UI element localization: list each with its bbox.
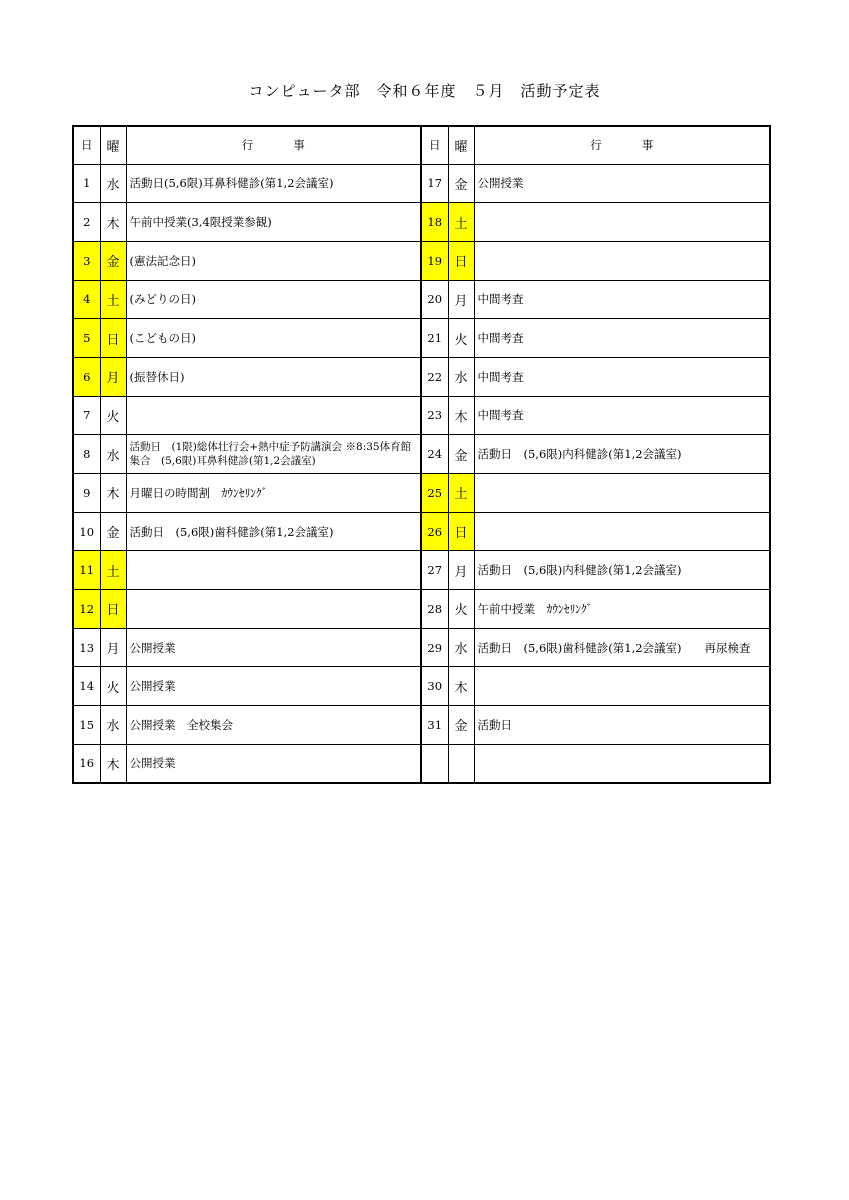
schedule-table (72, 125, 771, 784)
day-header: 日 (73, 126, 100, 164)
weekday-cell: 月 (448, 551, 474, 590)
table-row (73, 203, 770, 242)
weekday-cell: 火 (100, 396, 126, 435)
day-cell: 27 (421, 551, 448, 590)
table-row (73, 164, 770, 203)
table-row (73, 474, 770, 513)
day-cell: 17 (421, 164, 448, 203)
weekday-cell: 月 (100, 628, 126, 667)
day-cell: 9 (73, 474, 100, 513)
day-cell: 14 (73, 667, 100, 706)
event-cell: 活動日 (5,6限)歯科健診(第1,2会議室) 再尿検査 (474, 628, 770, 667)
day-cell: 29 (421, 628, 448, 667)
event-cell: 中間考査 (474, 357, 770, 396)
weekday-cell: 土 (100, 280, 126, 319)
weekday-cell: 月 (100, 357, 126, 396)
day-header: 日 (421, 126, 448, 164)
event-cell: 活動日 (474, 706, 770, 745)
event-cell: (憲法記念日) (126, 241, 421, 280)
event-cell: 午前中授業 ｶｳﾝｾﾘﾝｸﾞ (474, 590, 770, 629)
day-cell: 24 (421, 435, 448, 474)
weekday-cell: 水 (100, 435, 126, 474)
day-cell: 2 (73, 203, 100, 242)
weekday-cell: 木 (448, 667, 474, 706)
event-cell: (みどりの日) (126, 280, 421, 319)
event-cell: 活動日 (1限)総体壮行会+熱中症予防講演会 ※8:35体育館集合 (5,6限)耳鼻科健診(第1,2会議室) (126, 435, 421, 474)
weekday-header: 曜 (100, 126, 126, 164)
event-cell: 公開授業 (126, 667, 421, 706)
weekday-cell: 金 (100, 241, 126, 280)
day-cell: 20 (421, 280, 448, 319)
day-cell: 21 (421, 319, 448, 358)
page-title: コンピュータ部 令和６年度 ５月 活動予定表 (248, 82, 601, 100)
weekday-cell: 水 (448, 628, 474, 667)
weekday-cell: 日 (448, 512, 474, 551)
weekday-cell: 水 (100, 706, 126, 745)
weekday-cell: 火 (448, 319, 474, 358)
day-cell: 7 (73, 396, 100, 435)
day-cell: 19 (421, 241, 448, 280)
weekday-cell: 金 (448, 164, 474, 203)
event-cell: 公開授業 (126, 744, 421, 783)
table-row (73, 744, 770, 783)
event-header: 行事 (474, 126, 770, 164)
weekday-cell: 火 (448, 590, 474, 629)
weekday-cell: 木 (100, 474, 126, 513)
day-cell: 18 (421, 203, 448, 242)
table-row (73, 280, 770, 319)
event-cell: 活動日 (5,6限)内科健診(第1,2会議室) (474, 435, 770, 474)
day-cell: 26 (421, 512, 448, 551)
event-cell: 公開授業 (126, 628, 421, 667)
day-cell: 11 (73, 551, 100, 590)
weekday-cell: 火 (100, 667, 126, 706)
header-row (73, 126, 770, 164)
day-cell: 3 (73, 241, 100, 280)
table-row (73, 551, 770, 590)
table-row (73, 590, 770, 629)
day-cell: 28 (421, 590, 448, 629)
event-cell (474, 744, 770, 783)
weekday-cell: 木 (448, 396, 474, 435)
day-cell: 8 (73, 435, 100, 474)
table-row (73, 706, 770, 745)
event-cell (126, 396, 421, 435)
day-cell: 1 (73, 164, 100, 203)
weekday-cell (448, 744, 474, 783)
event-cell: (振替休日) (126, 357, 421, 396)
table-row (73, 396, 770, 435)
weekday-cell: 金 (448, 435, 474, 474)
event-cell: 中間考査 (474, 319, 770, 358)
table-row (73, 241, 770, 280)
day-cell: 31 (421, 706, 448, 745)
event-cell (126, 590, 421, 629)
event-header: 行事 (126, 126, 421, 164)
event-cell (474, 241, 770, 280)
weekday-cell: 木 (100, 744, 126, 783)
weekday-cell: 金 (100, 512, 126, 551)
event-cell: 活動日 (5,6限)内科健診(第1,2会議室) (474, 551, 770, 590)
day-cell: 13 (73, 628, 100, 667)
day-cell: 23 (421, 396, 448, 435)
event-cell: 活動日 (5,6限)歯科健診(第1,2会議室) (126, 512, 421, 551)
day-cell: 10 (73, 512, 100, 551)
event-cell (474, 474, 770, 513)
weekday-cell: 土 (448, 203, 474, 242)
event-cell: 中間考査 (474, 280, 770, 319)
table-row (73, 628, 770, 667)
table-row (73, 512, 770, 551)
day-cell: 4 (73, 280, 100, 319)
day-cell (421, 744, 448, 783)
day-cell: 25 (421, 474, 448, 513)
weekday-cell: 日 (100, 590, 126, 629)
day-cell: 12 (73, 590, 100, 629)
event-cell (126, 551, 421, 590)
table-row (73, 435, 770, 474)
event-cell (474, 667, 770, 706)
event-cell: 公開授業 全校集会 (126, 706, 421, 745)
day-cell: 22 (421, 357, 448, 396)
event-cell: 活動日(5,6限)耳鼻科健診(第1,2会議室) (126, 164, 421, 203)
weekday-cell: 日 (100, 319, 126, 358)
event-cell: 月曜日の時間割 ｶｳﾝｾﾘﾝｸﾞ (126, 474, 421, 513)
event-cell: 公開授業 (474, 164, 770, 203)
event-cell (474, 203, 770, 242)
day-cell: 30 (421, 667, 448, 706)
weekday-cell: 木 (100, 203, 126, 242)
weekday-cell: 水 (448, 357, 474, 396)
day-cell: 15 (73, 706, 100, 745)
event-cell (474, 512, 770, 551)
day-cell: 5 (73, 319, 100, 358)
weekday-cell: 月 (448, 280, 474, 319)
event-cell: 午前中授業(3,4限授業参観) (126, 203, 421, 242)
weekday-cell: 土 (100, 551, 126, 590)
weekday-cell: 金 (448, 706, 474, 745)
table-row (73, 667, 770, 706)
weekday-cell: 水 (100, 164, 126, 203)
day-cell: 6 (73, 357, 100, 396)
table-row (73, 319, 770, 358)
event-cell: (こどもの日) (126, 319, 421, 358)
day-cell: 16 (73, 744, 100, 783)
event-cell: 中間考査 (474, 396, 770, 435)
weekday-cell: 土 (448, 474, 474, 513)
weekday-cell: 日 (448, 241, 474, 280)
table-row (73, 357, 770, 396)
weekday-header: 曜 (448, 126, 474, 164)
